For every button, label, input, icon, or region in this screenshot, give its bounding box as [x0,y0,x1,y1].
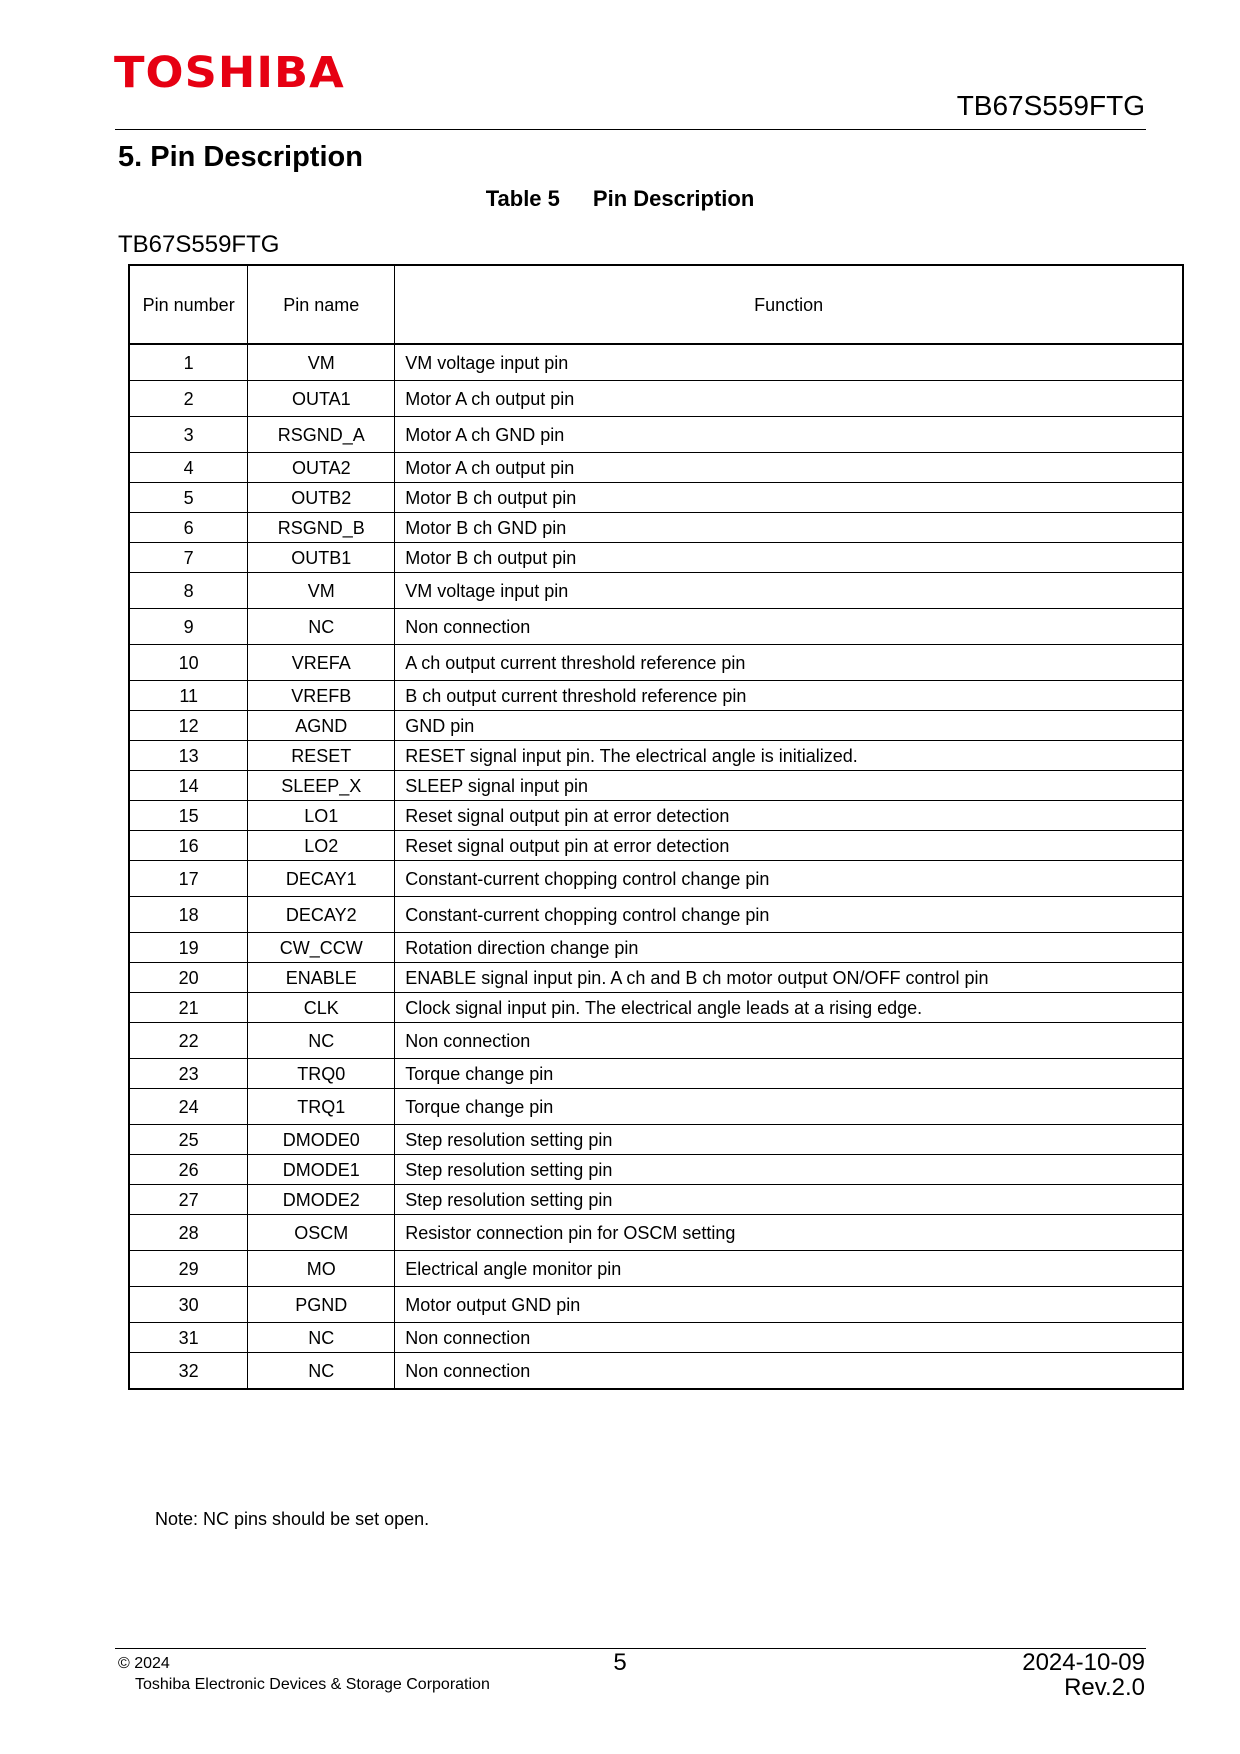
pin-function-cell: Step resolution setting pin [395,1125,1183,1155]
pin-name-cell: DECAY1 [248,861,395,897]
pin-name-cell: VREFB [248,681,395,711]
table-row [129,513,1183,543]
copyright: © 2024 [118,1655,170,1672]
table-row [129,711,1183,741]
pin-function-cell: SLEEP signal input pin [395,771,1183,801]
pin-number-cell: 13 [129,741,248,771]
table-row [129,1155,1183,1185]
pin-name-cell: RSGND_A [248,417,395,453]
pin-number-cell: 28 [129,1215,248,1251]
table-row [129,801,1183,831]
pin-number-cell: 7 [129,543,248,573]
pin-name-cell: DECAY2 [248,897,395,933]
pin-name-cell: OSCM [248,1215,395,1251]
pin-number-cell: 27 [129,1185,248,1215]
table-row [129,1251,1183,1287]
pin-function-cell: Motor A ch output pin [395,381,1183,417]
pin-function-cell: Rotation direction change pin [395,933,1183,963]
pin-name-cell: SLEEP_X [248,771,395,801]
pin-function-cell: VM voltage input pin [395,344,1183,381]
pin-function-cell: Clock signal input pin. The electrical angle leads at a rising edge. [395,993,1183,1023]
pin-name-cell: DMODE1 [248,1155,395,1185]
pin-number-cell: 32 [129,1353,248,1390]
pin-number-cell: 20 [129,963,248,993]
pin-number-cell: 1 [129,344,248,381]
table-row [129,483,1183,513]
pin-number-cell: 4 [129,453,248,483]
pin-number-cell: 21 [129,993,248,1023]
pin-number-cell: 23 [129,1059,248,1089]
pin-function-cell: Motor B ch output pin [395,483,1183,513]
pin-name-cell: RESET [248,741,395,771]
pin-number-cell: 25 [129,1125,248,1155]
section-title: 5. Pin Description [118,141,363,173]
pin-function-cell: Non connection [395,609,1183,645]
pin-number-cell: 9 [129,609,248,645]
pin-name-cell: NC [248,1353,395,1390]
table-row [129,1215,1183,1251]
table-row [129,344,1183,381]
table-row [129,993,1183,1023]
header-divider [115,129,1146,130]
table-row [129,771,1183,801]
table-row [129,1023,1183,1059]
table-row [129,381,1183,417]
table-row [129,645,1183,681]
company-name: Toshiba Electronic Devices & Storage Corporation [135,1676,490,1693]
pin-number-cell: 12 [129,711,248,741]
column-header-pin-number: Pin number [129,265,248,344]
table-caption-number: Table 5 [485,186,560,211]
table-row [129,1353,1183,1390]
pin-name-cell: LO1 [248,801,395,831]
pin-function-cell: Constant-current chopping control change pin [395,861,1183,897]
column-header-pin-name: Pin name [248,265,395,344]
pin-function-cell: Step resolution setting pin [395,1185,1183,1215]
table-row [129,861,1183,897]
pin-number-cell: 15 [129,801,248,831]
pin-number-cell: 30 [129,1287,248,1323]
pin-name-cell: ENABLE [248,963,395,993]
pin-function-cell: Torque change pin [395,1059,1183,1089]
pin-name-cell: MO [248,1251,395,1287]
pin-number-cell: 10 [129,645,248,681]
page-number: 5 [613,1649,627,1676]
pin-function-cell: RESET signal input pin. The electrical angle is initialized. [395,741,1183,771]
pin-name-cell: NC [248,609,395,645]
table-row [129,897,1183,933]
pin-name-cell: PGND [248,1287,395,1323]
pin-function-cell: Motor A ch GND pin [395,417,1183,453]
table-caption-title: Pin Description [592,186,755,211]
table-row [129,1125,1183,1155]
pin-name-cell: AGND [248,711,395,741]
pin-number-cell: 24 [129,1089,248,1125]
pin-function-cell: Motor output GND pin [395,1287,1183,1323]
pin-name-cell: NC [248,1323,395,1353]
pin-name-cell: TRQ1 [248,1089,395,1125]
pin-function-cell: VM voltage input pin [395,573,1183,609]
pin-name-cell: TRQ0 [248,1059,395,1089]
pin-number-cell: 16 [129,831,248,861]
pin-number-cell: 11 [129,681,248,711]
pin-function-cell: Electrical angle monitor pin [395,1251,1183,1287]
pin-table-body [129,344,1183,1389]
pin-number-cell: 18 [129,897,248,933]
table-row [129,609,1183,645]
pin-function-cell: A ch output current threshold reference pin [395,645,1183,681]
pin-number-cell: 17 [129,861,248,897]
pin-name-cell: LO2 [248,831,395,861]
publication-date: 2024-10-09 [1022,1649,1145,1676]
pin-function-cell: B ch output current threshold reference pin [395,681,1183,711]
pin-number-cell: 8 [129,573,248,609]
table-row [129,1059,1183,1089]
part-number-label: TB67S559FTG [118,231,280,258]
pin-name-cell: OUTB2 [248,483,395,513]
pin-name-cell: DMODE0 [248,1125,395,1155]
pin-function-cell: Non connection [395,1353,1183,1390]
pin-name-cell: RSGND_B [248,513,395,543]
table-row [129,1287,1183,1323]
pin-number-cell: 19 [129,933,248,963]
table-row [129,1089,1183,1125]
pin-number-cell: 5 [129,483,248,513]
table-row [129,573,1183,609]
pin-number-cell: 2 [129,381,248,417]
document-number: TB67S559FTG [956,90,1145,121]
footnote: Note: NC pins should be set open. [155,1509,430,1529]
revision: Rev.2.0 [1064,1674,1145,1701]
pin-name-cell: NC [248,1023,395,1059]
pin-name-cell: OUTB1 [248,543,395,573]
pin-function-cell: Motor B ch output pin [395,543,1183,573]
pin-name-cell: VM [248,344,395,381]
pin-function-cell: GND pin [395,711,1183,741]
table-caption [0,188,1240,210]
pin-name-cell: OUTA2 [248,453,395,483]
table-row [129,741,1183,771]
pin-number-cell: 6 [129,513,248,543]
pin-name-cell: VM [248,573,395,609]
table-row [129,1185,1183,1215]
table-header-row [129,265,1183,344]
table-row [129,1323,1183,1353]
pin-number-cell: 3 [129,417,248,453]
pin-number-cell: 22 [129,1023,248,1059]
pin-name-cell: DMODE2 [248,1185,395,1215]
pin-function-cell: ENABLE signal input pin. A ch and B ch motor output ON/OFF control pin [395,963,1183,993]
table-row [129,963,1183,993]
pin-number-cell: 31 [129,1323,248,1353]
pin-function-cell: Non connection [395,1323,1183,1353]
pin-number-cell: 29 [129,1251,248,1287]
table-row [129,543,1183,573]
table-row [129,831,1183,861]
pin-function-cell: Step resolution setting pin [395,1155,1183,1185]
column-header-function: Function [395,265,1183,344]
pin-function-cell: Motor B ch GND pin [395,513,1183,543]
pin-description-table [128,264,1184,1390]
footer-divider [115,1648,1146,1649]
pin-name-cell: CLK [248,993,395,1023]
table-row [129,933,1183,963]
pin-number-cell: 26 [129,1155,248,1185]
table-row [129,681,1183,711]
pin-function-cell: Reset signal output pin at error detection [395,831,1183,861]
pin-function-cell: Non connection [395,1023,1183,1059]
pin-number-cell: 14 [129,771,248,801]
pin-function-cell: Motor A ch output pin [395,453,1183,483]
pin-function-cell: Reset signal output pin at error detection [395,801,1183,831]
pin-name-cell: OUTA1 [248,381,395,417]
toshiba-logo: TOSHIBA [114,48,345,98]
pin-name-cell: VREFA [248,645,395,681]
table-row [129,417,1183,453]
pin-function-cell: Torque change pin [395,1089,1183,1125]
pin-function-cell: Resistor connection pin for OSCM setting [395,1215,1183,1251]
table-row [129,453,1183,483]
pin-function-cell: Constant-current chopping control change pin [395,897,1183,933]
pin-name-cell: CW_CCW [248,933,395,963]
